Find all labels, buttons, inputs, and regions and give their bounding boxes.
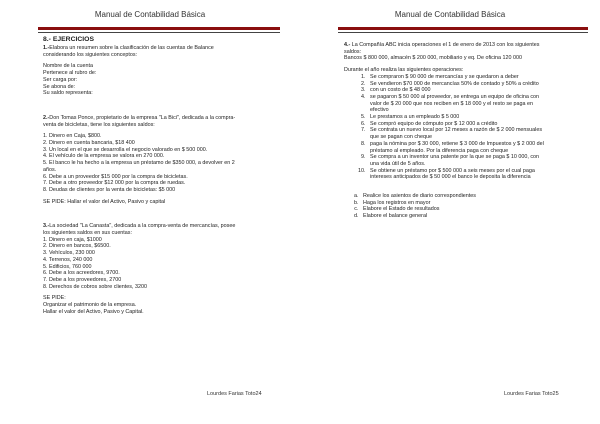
- right-page: [300, 0, 600, 424]
- balance-item: 5. El banco le ha hecho a la empresa un préstamo de $350 000, a devolver en 2: [43, 160, 235, 167]
- concept-line: Pertenece al rubro de:: [43, 70, 97, 77]
- balance-item: 5. Edificios, 760 000: [43, 263, 92, 270]
- balance-item: 3. Vehículos, 230 000: [43, 250, 95, 257]
- operation-item: 3. con un costo de $ 48 000: [367, 87, 584, 94]
- operation-item: 6. Se compró equipo de cómputo por $ 12 000 a crédito: [367, 121, 584, 128]
- exercise-3: [43, 223, 273, 315]
- exercise-4: [344, 42, 584, 220]
- exercise-intro-line: Bancos $ 800 000, almacén $ 200 000, mobiliario y eq. De oficina 120 000: [344, 55, 523, 62]
- balance-item: 2. Dinero en cuenta bancaria, $18 400: [43, 140, 135, 147]
- balance-item: 7. Debe a los proveedores, 2700: [43, 276, 122, 283]
- concept-line: Su saldo representa:: [43, 90, 93, 97]
- header-rule-red: [38, 27, 280, 30]
- operation-item: 10. Se obtiene un préstamo por $ 500 000 a seis meses por el cual paga intereses anticipados de $ 50 000 el banco le deposita la diferencia: [367, 168, 584, 181]
- operation-item: 9. Se compra a un inventor una patente por la que se paga $ 10 000, con una vida útil de 5 años.: [367, 154, 584, 167]
- operation-item: 4. se pagaron $ 50 000 al proveedor, se entrega un equipo de oficina con valor de $ 20 000 que nos reciben en $ 18 000 y el resto se paga en efectivo: [367, 94, 584, 114]
- exercise-task: Organizar el patrimonio de la empresa.: [43, 302, 137, 309]
- balance-item: 6. Debe a un proveedor $15 000 por la compra de bicicletas.: [43, 173, 188, 180]
- balance-item: 6. Debe a los acreedores, 9700.: [43, 270, 120, 277]
- tasks-list: [344, 193, 584, 220]
- concept-line: Ser carga por:: [43, 76, 78, 83]
- operations-intro: Durante el año realiza las siguientes operaciones:: [344, 67, 464, 74]
- balance-item: 8. Derechos de cobros sobre clientes, 3200: [43, 283, 147, 290]
- balance-item: 8. Deudas de clientes por la venta de bicicletas: $5 000: [43, 186, 176, 193]
- operation-item: 1. Se compraron $ 90 000 de mercancías y se quedaron a deber: [367, 74, 584, 81]
- task-item: b. Haga los registros en mayor: [360, 200, 584, 207]
- exercise-number: 3.-: [43, 223, 50, 230]
- balance-item: 3. Un local en el que se desarrolla el negocio valorado en $ 500 000.: [43, 146, 208, 153]
- exercise-2: [43, 115, 273, 205]
- task-item: a. Realice los asientos de diario correspondientes: [360, 193, 584, 200]
- balance-item: 1. Dinero en Caja, $800.: [43, 133, 102, 140]
- operation-item: 2. Se vendieron $70 000 de mercancías 50% de contado y 50% a crédito: [367, 81, 584, 88]
- exercise-intro-line: los siguientes saldos en sus cuentas:: [43, 230, 132, 237]
- header-rule-red: [338, 27, 588, 30]
- exercise-intro-line: La sociedad "La Canasta", dedicada a la compra-venta de mercancías, posee: [49, 223, 236, 230]
- exercise-number: 2.-: [43, 114, 50, 121]
- exercise-task: SE PIDE: Hallar el valor del Activo, Pasivo y capital: [43, 198, 166, 205]
- concept-line: Se abona de:: [43, 83, 76, 90]
- operation-item: 5. Le prestamos a un empleado $ 5 000: [367, 114, 584, 121]
- operations-list: [344, 74, 584, 181]
- page-header: Manual de Contabilidad Básica: [394, 10, 506, 19]
- balance-item: 4. Terrenos, 240 000: [43, 256, 93, 263]
- exercise-intro-line: Elabora un resumen sobre la clasificación de las cuentas de Balance: [49, 45, 214, 51]
- header-rule-black: [338, 32, 588, 33]
- exercise-intro-line: saldos:: [344, 48, 362, 55]
- exercise-task-label: SE PIDE:: [43, 295, 66, 302]
- concept-line: Nombre de la cuenta: [43, 63, 94, 70]
- balance-item: 1. Dinero en caja, $1000: [43, 236, 102, 243]
- balance-item: 4. El vehículo de la empresa se valora en 270 000.: [43, 153, 165, 160]
- balance-item: 2. Dinero en bancos, $6500.: [43, 243, 111, 250]
- right-content: [344, 42, 584, 220]
- operation-item: 7. Se contrata un nuevo local por 12 meses a razón de $ 2 000 mensuales que se pagan con cheque: [367, 127, 584, 140]
- balance-item: años.: [43, 166, 57, 173]
- exercise-intro-line: venta de bicicletas, tiene los siguientes saldos:: [43, 121, 155, 128]
- page-header: Manual de Contabilidad Básica: [94, 10, 206, 19]
- left-content: [43, 36, 273, 316]
- operation-item: 8. paga la nómina por $ 30 000, retiene $ 3 000 de Impuestos y $ 2 000 del préstamo al empleado. Por la diferencia paga con cheque: [367, 141, 584, 154]
- exercise-task: Hallar el valor del Activo, Pasivo y Capital.: [43, 308, 144, 315]
- exercise-1: [43, 45, 273, 97]
- exercise-number: 4.-: [344, 42, 351, 48]
- task-item: c. Elabore el Estado de resultados: [360, 206, 584, 213]
- page-footer: Lourdes Farias Toto24: [207, 391, 262, 397]
- balance-item: 7. Debe a otro proveedor $12 000 por la compra de ruedas.: [43, 180, 186, 187]
- exercise-intro-line: considerando los siguientes conceptos:: [43, 51, 138, 58]
- exercise-intro-line: La Compañía ABC inicia operaciones el 1 de enero de 2013 con los siguientes: [351, 42, 540, 48]
- page-footer: Lourdes Farias Toto25: [504, 391, 559, 397]
- exercise-intro-line: Don Tomas Ponce, propietario de la empresa "La Bici", dedicada a la compra-: [49, 114, 236, 121]
- task-item: d. Elabore el balance general: [360, 213, 584, 220]
- exercise-number: 1.-: [43, 45, 50, 51]
- header-rule-black: [38, 32, 280, 33]
- section-title: 8.- EJERCICIOS: [43, 36, 94, 43]
